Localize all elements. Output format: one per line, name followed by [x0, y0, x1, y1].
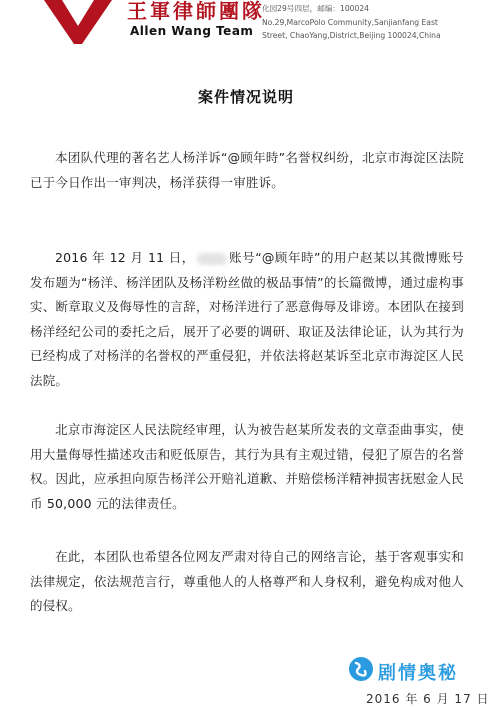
- watermark: [348, 656, 488, 686]
- address-line-1: 化园29号四层，邮编：100024: [262, 4, 369, 13]
- document-date: 2016 年 6 月 17 日: [366, 692, 490, 706]
- paragraph-4: [30, 545, 464, 619]
- redacted-blur: [197, 253, 227, 265]
- paragraph-1-text: 本团队代理的著名艺人杨洋诉“@顾年時”名誉权纠纷，北京市海淀区法院已于今日作出一审判决，杨洋获得一审胜诉。: [30, 150, 464, 190]
- firm-logo-icon: [42, 0, 114, 44]
- letterhead: [0, 0, 492, 58]
- firm-name-chinese: 王軍律師團隊: [127, 0, 265, 23]
- watermark-text: 剧情奥秘: [378, 663, 458, 684]
- paragraph-2: [30, 246, 464, 393]
- drama-logo-icon: [348, 656, 374, 682]
- paragraph-2-text-start: 2016 年 12 月 11 日，: [55, 250, 195, 265]
- address-line-3: Street, ChaoYang,District,Beijing 100024,China: [262, 31, 441, 40]
- document-title: 案件情况说明: [197, 88, 294, 106]
- paragraph-3: [30, 418, 464, 516]
- paragraph-2-text-rest: 账号“@顾年時”的用户赵某以其微博账号发布题为“杨洋、杨洋团队及杨洋粉丝做的极品事情”的长篇微博，通过虚构事实、断章取义及侮辱性的言辞，对杨洋进行了恶意侮辱及诽谤。本团队在接到杨洋经纪公司的委托之后，展开了必要的调研、取证及法律论证，认为其行为已经构成了对杨洋的名誉权的严重侵犯，并依法将赵某诉至北京市海淀区人民法院。: [30, 250, 464, 388]
- paragraph-1: [30, 146, 464, 195]
- firm-name-english: Allen Wang Team: [130, 24, 254, 38]
- address-line-2: No.29,MarcoPolo Community,Sanjianfang East: [262, 18, 438, 27]
- paragraph-3-text: 北京市海淀区人民法院经审理，认为被告赵某所发表的文章歪曲事实，使用大量侮辱性描述攻击和贬低原告，其行为具有主观过错，侵犯了原告的名誉权。因此，应承担向原告杨洋公开赔礼道歉、并赔偿杨洋精神损害抚慰金人民币 50,000 元的法律责任。: [30, 422, 464, 511]
- paragraph-4-text: 在此，本团队也希望各位网友严肃对待自己的网络言论，基于客观事实和法律规定，依法规范言行，尊重他人的人格尊严和人身权利，避免构成对他人的侵权。: [30, 549, 464, 613]
